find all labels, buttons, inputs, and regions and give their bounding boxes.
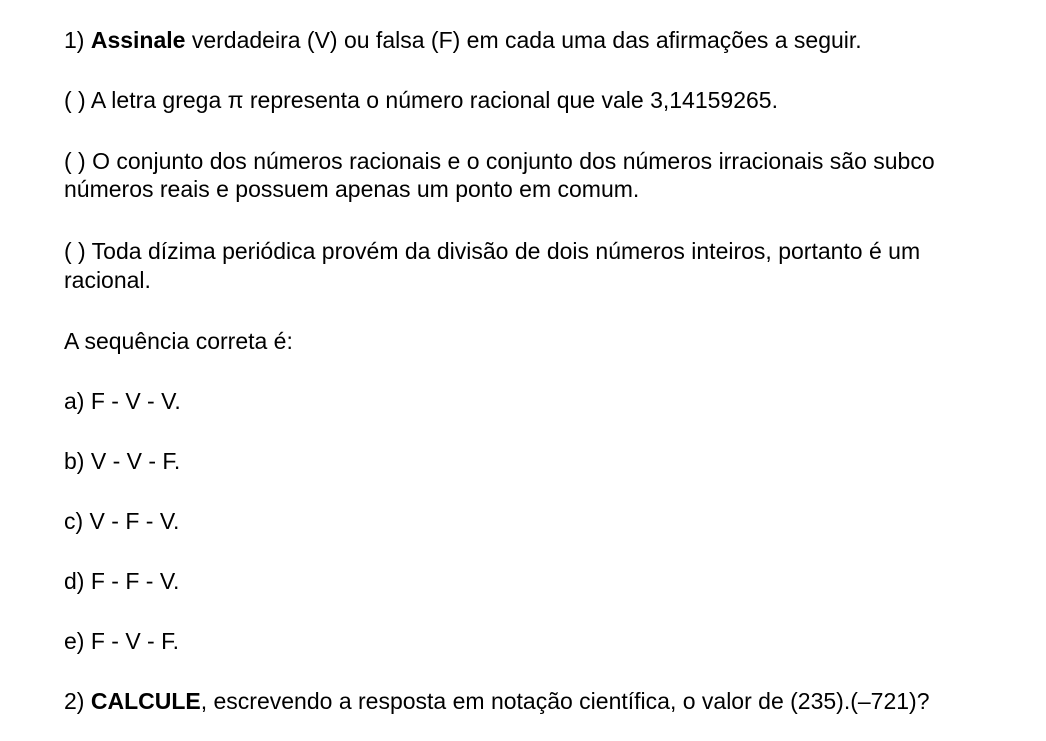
- option-b: b) V - V - F.: [64, 448, 181, 474]
- statement-2-line-1: ( ) O conjunto dos números racionais e o conjunto dos números irracionais são subco: [64, 148, 935, 174]
- option-c: c) V - F - V.: [64, 508, 180, 534]
- question-2-instruction-text: , escrevendo a resposta em notação científica, o valor de (235).(–721)?: [200, 688, 930, 714]
- option-a: a) F - V - V.: [64, 388, 181, 414]
- sequence-prompt: A sequência correta é:: [64, 328, 293, 354]
- statement-3-line-1: ( ) Toda dízima periódica provém da divisão de dois números inteiros, portanto é um: [64, 238, 921, 264]
- question-1-verb: Assinale: [90, 27, 186, 53]
- question-2-verb: CALCULE: [90, 688, 201, 714]
- option-d: d) F - F - V.: [64, 568, 180, 594]
- statement-3-line-2: racional.: [64, 267, 151, 293]
- question-1-instruction-text: verdadeira (V) ou falsa (F) em cada uma das afirmações a seguir.: [191, 27, 862, 53]
- option-e: e) F - V - F.: [64, 628, 179, 654]
- question-1-number: 1): [64, 27, 85, 53]
- statement-2-line-2: números reais e possuem apenas um ponto em comum.: [64, 176, 640, 202]
- statement-1: ( ) A letra grega π representa o número racional que vale 3,14159265.: [64, 87, 778, 113]
- question-1-instruction: [64, 27, 862, 54]
- question-2-instruction: [64, 688, 929, 715]
- question-2-number: 2): [64, 688, 85, 714]
